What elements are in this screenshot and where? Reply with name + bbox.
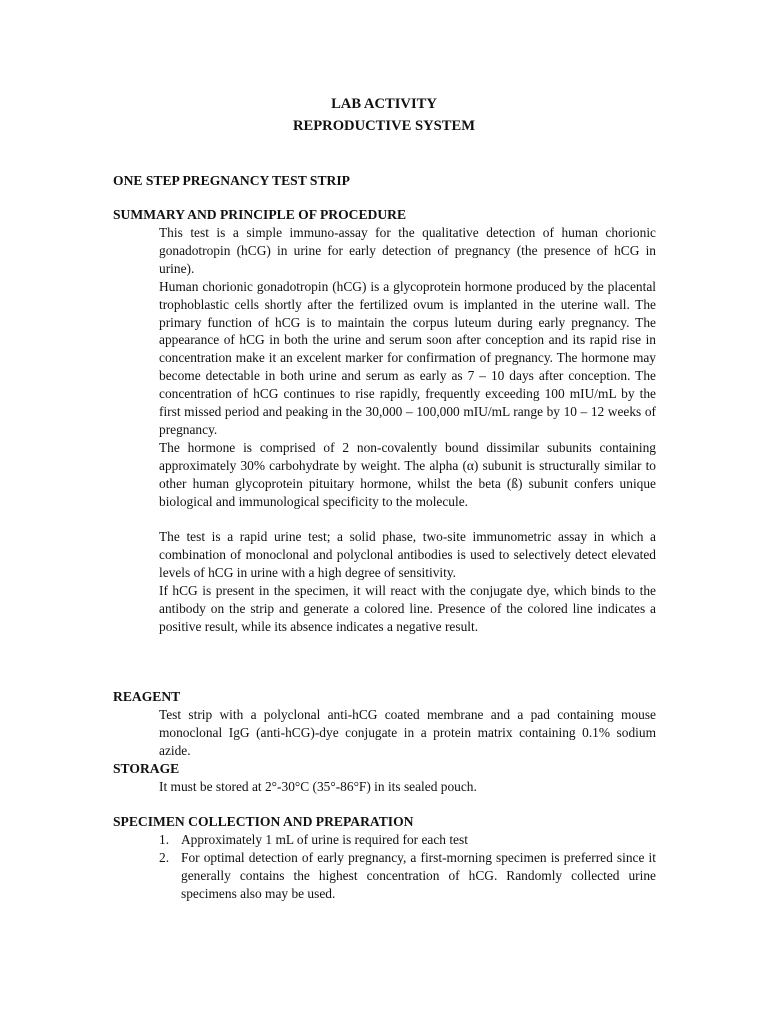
heading-storage: STORAGE [113, 761, 180, 776]
page-title: LAB ACTIVITY [331, 96, 437, 112]
list-item-number: 1. [159, 832, 170, 847]
heading-summary: SUMMARY AND PRINCIPLE OF PROCEDURE [113, 207, 407, 222]
storage-text: It must be stored at 2°-30°C (35°-86°F) in its sealed pouch. [159, 779, 477, 794]
heading-specimen: SPECIMEN COLLECTION AND PREPARATION [113, 814, 414, 829]
summary-paragraph-2: Human chorionic gonadotropin (hCG) is a glycoprotein hormone produced by the placental trophoblastic cells shortly after the fertilized ovum is implanted in the uterine wall. The primary function of hCG is to maintain the corpus luteum during early pregnancy. The appearance of hCG in both the urine and serum soon after conception and its rapid rise in concentration make it an excelent marker for confirmation of pregnancy. The hormone may become detectable in both urine and serum as early as 7 – 10 days after conception. The concentration of hCG continues to rise rapidly, frequently exceeding 100 mIU/mL by the first missed period and peaking in the 30,000 – 100,000 mIU/mL range by 10 – 12 weeks of pregnancy. [159, 278, 656, 437]
summary-section [159, 224, 656, 636]
page-subtitle: REPRODUCTIVE SYSTEM [292, 118, 476, 134]
reagent-text: Test strip with a polyclonal anti-hCG coated membrane and a pad containing mouse monoclonal IgG (anti-hCG)-dye conjugate in a protein matrix containing 0.1% sodium azide. [159, 707, 656, 758]
list-item [159, 831, 656, 849]
summary-paragraph-4: The test is a rapid urine test; a solid phase, two-site immunometric assay in which a combination of monoclonal and polyclonal antibodies is used to selectively detect elevated levels of hCG in urine with a high degree of sensitivity. [159, 529, 656, 581]
summary-paragraph-1: This test is a simple immuno-assay for the qualitative detection of human chorionic gonadotropin (hCG) in urine for early detection of pregnancy (the presence of hCG in urine). [159, 225, 656, 276]
list-item-text: Approximately 1 mL of urine is required for each test [181, 832, 468, 847]
list-item [159, 849, 656, 903]
summary-paragraph-3: The hormone is comprised of 2 non-covalently bound dissimilar subunits containing approximately 30% carbohydrate by weight. The alpha (α) subunit is structurally similar to other human glycoprotein pituitary hormone, whilst the beta (ß) subunit confers unique biological and immunological specificity to the molecule. [159, 439, 656, 509]
heading-reagent: REAGENT [113, 689, 181, 704]
list-item-text: For optimal detection of early pregnancy, a first-morning specimen is preferred since it generally contains the highest concentration of hCG. Randomly collected urine specimens also may be used. [181, 849, 656, 901]
list-item-number: 2. [159, 849, 170, 865]
specimen-list [159, 831, 656, 903]
summary-paragraph-5: If hCG is present in the specimen, it will react with the conjugate dye, which binds to the antibody on the strip and generate a colored line. Presence of the colored line indicates a positive result, while its absence indicates a negative result. [159, 583, 656, 634]
section-title-test-strip: ONE STEP PREGNANCY TEST STRIP [113, 173, 350, 188]
